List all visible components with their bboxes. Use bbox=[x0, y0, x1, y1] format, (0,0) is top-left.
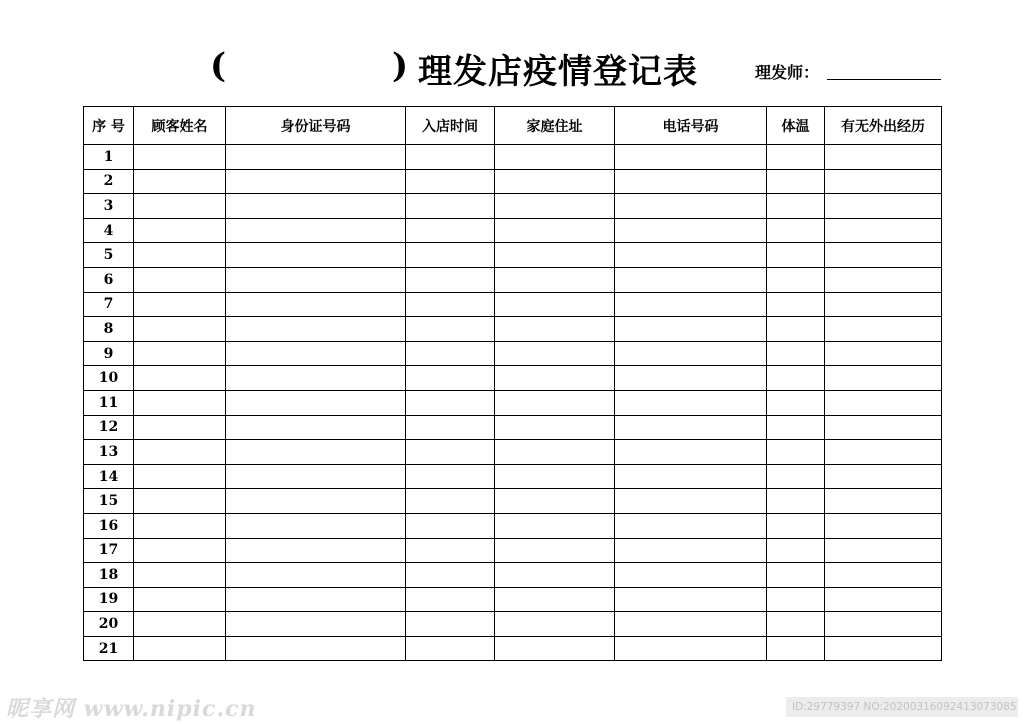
entry-time-cell[interactable] bbox=[406, 538, 495, 563]
customer-name-cell[interactable] bbox=[134, 563, 226, 588]
table-row bbox=[84, 563, 942, 588]
phone-cell[interactable] bbox=[615, 292, 767, 317]
table-row bbox=[84, 636, 942, 661]
temperature-cell[interactable] bbox=[767, 513, 825, 538]
row-number: 19 bbox=[84, 587, 134, 612]
row-number: 11 bbox=[84, 390, 134, 415]
temperature-cell[interactable] bbox=[767, 489, 825, 514]
phone-cell[interactable] bbox=[615, 390, 767, 415]
customer-name-cell[interactable] bbox=[134, 145, 226, 170]
home-address-cell[interactable] bbox=[495, 390, 615, 415]
table-row bbox=[84, 292, 942, 317]
travel-history-cell[interactable] bbox=[825, 341, 942, 366]
home-address-cell[interactable] bbox=[495, 194, 615, 219]
table-row bbox=[84, 169, 942, 194]
id-number-cell[interactable] bbox=[226, 513, 406, 538]
phone-cell[interactable] bbox=[615, 612, 767, 637]
table-row bbox=[84, 145, 942, 170]
home-address-cell[interactable] bbox=[495, 267, 615, 292]
table-row bbox=[84, 194, 942, 219]
table-row bbox=[84, 464, 942, 489]
travel-history-cell[interactable] bbox=[825, 145, 942, 170]
row-number: 8 bbox=[84, 317, 134, 342]
home-address-cell[interactable] bbox=[495, 440, 615, 465]
page-title: 理发店疫情登记表 bbox=[418, 52, 698, 92]
id-number-cell[interactable] bbox=[226, 464, 406, 489]
id-number-cell[interactable] bbox=[226, 415, 406, 440]
customer-name-cell[interactable] bbox=[134, 341, 226, 366]
entry-time-cell[interactable] bbox=[406, 267, 495, 292]
row-number: 21 bbox=[84, 636, 134, 661]
row-number: 7 bbox=[84, 292, 134, 317]
temperature-cell[interactable] bbox=[767, 563, 825, 588]
travel-history-cell[interactable] bbox=[825, 267, 942, 292]
shop-name-paren-open: ( bbox=[210, 46, 227, 86]
customer-name-cell[interactable] bbox=[134, 612, 226, 637]
phone-cell[interactable] bbox=[615, 267, 767, 292]
home-address-cell[interactable] bbox=[495, 538, 615, 563]
table-row bbox=[84, 587, 942, 612]
phone-cell[interactable] bbox=[615, 513, 767, 538]
id-number-cell[interactable] bbox=[226, 563, 406, 588]
phone-cell[interactable] bbox=[615, 243, 767, 268]
phone-cell[interactable] bbox=[615, 145, 767, 170]
phone-cell[interactable] bbox=[615, 366, 767, 391]
travel-history-cell[interactable] bbox=[825, 612, 942, 637]
column-header-home-address: 家庭住址 bbox=[495, 107, 615, 145]
customer-name-cell[interactable] bbox=[134, 440, 226, 465]
entry-time-cell[interactable] bbox=[406, 513, 495, 538]
column-header-entry-time: 入店时间 bbox=[406, 107, 495, 145]
row-number: 14 bbox=[84, 464, 134, 489]
phone-cell[interactable] bbox=[615, 440, 767, 465]
row-number: 10 bbox=[84, 366, 134, 391]
temperature-cell[interactable] bbox=[767, 243, 825, 268]
id-number-cell[interactable] bbox=[226, 194, 406, 219]
entry-time-cell[interactable] bbox=[406, 563, 495, 588]
row-number: 6 bbox=[84, 267, 134, 292]
entry-time-cell[interactable] bbox=[406, 341, 495, 366]
temperature-cell[interactable] bbox=[767, 464, 825, 489]
entry-time-cell[interactable] bbox=[406, 169, 495, 194]
temperature-cell[interactable] bbox=[767, 440, 825, 465]
id-number-cell[interactable] bbox=[226, 341, 406, 366]
entry-time-cell[interactable] bbox=[406, 243, 495, 268]
id-number-cell[interactable] bbox=[226, 390, 406, 415]
phone-cell[interactable] bbox=[615, 169, 767, 194]
entry-time-cell[interactable] bbox=[406, 218, 495, 243]
table-row bbox=[84, 440, 942, 465]
column-header-index: 序 号 bbox=[84, 107, 134, 145]
home-address-cell[interactable] bbox=[495, 218, 615, 243]
row-number: 3 bbox=[84, 194, 134, 219]
entry-time-cell[interactable] bbox=[406, 440, 495, 465]
temperature-cell[interactable] bbox=[767, 145, 825, 170]
row-number: 5 bbox=[84, 243, 134, 268]
id-number-cell[interactable] bbox=[226, 292, 406, 317]
row-number: 12 bbox=[84, 415, 134, 440]
temperature-cell[interactable] bbox=[767, 169, 825, 194]
row-number: 17 bbox=[84, 538, 134, 563]
customer-name-cell[interactable] bbox=[134, 267, 226, 292]
temperature-cell[interactable] bbox=[767, 612, 825, 637]
phone-cell[interactable] bbox=[615, 636, 767, 661]
home-address-cell[interactable] bbox=[495, 317, 615, 342]
home-address-cell[interactable] bbox=[495, 243, 615, 268]
travel-history-cell[interactable] bbox=[825, 587, 942, 612]
table-row bbox=[84, 513, 942, 538]
travel-history-cell[interactable] bbox=[825, 169, 942, 194]
id-number-cell[interactable] bbox=[226, 267, 406, 292]
customer-name-cell[interactable] bbox=[134, 366, 226, 391]
customer-name-cell[interactable] bbox=[134, 587, 226, 612]
column-header-travel-history: 有无外出经历 bbox=[825, 107, 942, 145]
customer-name-cell[interactable] bbox=[134, 415, 226, 440]
temperature-cell[interactable] bbox=[767, 194, 825, 219]
travel-history-cell[interactable] bbox=[825, 292, 942, 317]
home-address-cell[interactable] bbox=[495, 513, 615, 538]
temperature-cell[interactable] bbox=[767, 267, 825, 292]
temperature-cell[interactable] bbox=[767, 292, 825, 317]
customer-name-cell[interactable] bbox=[134, 513, 226, 538]
column-header-temperature: 体温 bbox=[767, 107, 825, 145]
customer-name-cell[interactable] bbox=[134, 292, 226, 317]
entry-time-cell[interactable] bbox=[406, 636, 495, 661]
home-address-cell[interactable] bbox=[495, 636, 615, 661]
row-number: 9 bbox=[84, 341, 134, 366]
row-number: 13 bbox=[84, 440, 134, 465]
table-row bbox=[84, 218, 942, 243]
home-address-cell[interactable] bbox=[495, 489, 615, 514]
customer-name-cell[interactable] bbox=[134, 243, 226, 268]
phone-cell[interactable] bbox=[615, 415, 767, 440]
phone-cell[interactable] bbox=[615, 563, 767, 588]
id-number-cell[interactable] bbox=[226, 440, 406, 465]
id-number-cell[interactable] bbox=[226, 612, 406, 637]
id-number-cell[interactable] bbox=[226, 636, 406, 661]
home-address-cell[interactable] bbox=[495, 464, 615, 489]
table-row bbox=[84, 390, 942, 415]
row-number: 16 bbox=[84, 513, 134, 538]
table-row bbox=[84, 366, 942, 391]
row-number: 18 bbox=[84, 563, 134, 588]
home-address-cell[interactable] bbox=[495, 292, 615, 317]
table-row bbox=[84, 341, 942, 366]
customer-name-cell[interactable] bbox=[134, 194, 226, 219]
row-number: 4 bbox=[84, 218, 134, 243]
barber-label: 理发师： bbox=[755, 63, 820, 82]
entry-time-cell[interactable] bbox=[406, 194, 495, 219]
phone-cell[interactable] bbox=[615, 218, 767, 243]
registration-table bbox=[83, 106, 942, 661]
travel-history-cell[interactable] bbox=[825, 243, 942, 268]
phone-cell[interactable] bbox=[615, 489, 767, 514]
customer-name-cell[interactable] bbox=[134, 538, 226, 563]
travel-history-cell[interactable] bbox=[825, 194, 942, 219]
entry-time-cell[interactable] bbox=[406, 292, 495, 317]
table-header-row bbox=[84, 107, 942, 145]
row-number: 2 bbox=[84, 169, 134, 194]
entry-time-cell[interactable] bbox=[406, 587, 495, 612]
column-header-customer-name: 顾客姓名 bbox=[134, 107, 226, 145]
entry-time-cell[interactable] bbox=[406, 415, 495, 440]
row-number: 15 bbox=[84, 489, 134, 514]
travel-history-cell[interactable] bbox=[825, 636, 942, 661]
phone-cell[interactable] bbox=[615, 341, 767, 366]
barber-signature-line bbox=[827, 79, 941, 80]
travel-history-cell[interactable] bbox=[825, 563, 942, 588]
row-number: 20 bbox=[84, 612, 134, 637]
entry-time-cell[interactable] bbox=[406, 612, 495, 637]
home-address-cell[interactable] bbox=[495, 612, 615, 637]
id-number-cell[interactable] bbox=[226, 489, 406, 514]
title-area bbox=[0, 40, 1024, 92]
id-number-cell[interactable] bbox=[226, 366, 406, 391]
entry-time-cell[interactable] bbox=[406, 366, 495, 391]
column-header-phone: 电话号码 bbox=[615, 107, 767, 145]
row-number: 1 bbox=[84, 145, 134, 170]
travel-history-cell[interactable] bbox=[825, 440, 942, 465]
home-address-cell[interactable] bbox=[495, 563, 615, 588]
entry-time-cell[interactable] bbox=[406, 145, 495, 170]
temperature-cell[interactable] bbox=[767, 636, 825, 661]
table-row bbox=[84, 538, 942, 563]
travel-history-cell[interactable] bbox=[825, 489, 942, 514]
phone-cell[interactable] bbox=[615, 587, 767, 612]
home-address-cell[interactable] bbox=[495, 145, 615, 170]
entry-time-cell[interactable] bbox=[406, 489, 495, 514]
temperature-cell[interactable] bbox=[767, 587, 825, 612]
customer-name-cell[interactable] bbox=[134, 464, 226, 489]
home-address-cell[interactable] bbox=[495, 366, 615, 391]
travel-history-cell[interactable] bbox=[825, 415, 942, 440]
shop-name-paren-close: ) bbox=[392, 46, 409, 86]
customer-name-cell[interactable] bbox=[134, 218, 226, 243]
home-address-cell[interactable] bbox=[495, 415, 615, 440]
id-number-cell[interactable] bbox=[226, 145, 406, 170]
watermark-id: ID:29779397 NO:20200316092413073085 bbox=[786, 697, 1018, 717]
home-address-cell[interactable] bbox=[495, 169, 615, 194]
customer-name-cell[interactable] bbox=[134, 489, 226, 514]
phone-cell[interactable] bbox=[615, 538, 767, 563]
temperature-cell[interactable] bbox=[767, 341, 825, 366]
temperature-cell[interactable] bbox=[767, 366, 825, 391]
customer-name-cell[interactable] bbox=[134, 390, 226, 415]
entry-time-cell[interactable] bbox=[406, 390, 495, 415]
entry-time-cell[interactable] bbox=[406, 317, 495, 342]
entry-time-cell[interactable] bbox=[406, 464, 495, 489]
travel-history-cell[interactable] bbox=[825, 538, 942, 563]
phone-cell[interactable] bbox=[615, 317, 767, 342]
id-number-cell[interactable] bbox=[226, 587, 406, 612]
id-number-cell[interactable] bbox=[226, 243, 406, 268]
id-number-cell[interactable] bbox=[226, 169, 406, 194]
customer-name-cell[interactable] bbox=[134, 169, 226, 194]
travel-history-cell[interactable] bbox=[825, 366, 942, 391]
table-row bbox=[84, 243, 942, 268]
travel-history-cell[interactable] bbox=[825, 513, 942, 538]
travel-history-cell[interactable] bbox=[825, 317, 942, 342]
table-body bbox=[84, 145, 942, 661]
home-address-cell[interactable] bbox=[495, 587, 615, 612]
temperature-cell[interactable] bbox=[767, 390, 825, 415]
id-number-cell[interactable] bbox=[226, 317, 406, 342]
travel-history-cell[interactable] bbox=[825, 390, 942, 415]
phone-cell[interactable] bbox=[615, 194, 767, 219]
watermark-site: 昵享网 www.nipic.cn bbox=[6, 696, 257, 722]
table-row bbox=[84, 415, 942, 440]
column-header-id-number: 身份证号码 bbox=[226, 107, 406, 145]
customer-name-cell[interactable] bbox=[134, 317, 226, 342]
phone-cell[interactable] bbox=[615, 464, 767, 489]
id-number-cell[interactable] bbox=[226, 218, 406, 243]
temperature-cell[interactable] bbox=[767, 415, 825, 440]
temperature-cell[interactable] bbox=[767, 317, 825, 342]
travel-history-cell[interactable] bbox=[825, 464, 942, 489]
table-row bbox=[84, 317, 942, 342]
table-row bbox=[84, 612, 942, 637]
table-row bbox=[84, 267, 942, 292]
id-number-cell[interactable] bbox=[226, 538, 406, 563]
home-address-cell[interactable] bbox=[495, 341, 615, 366]
temperature-cell[interactable] bbox=[767, 218, 825, 243]
travel-history-cell[interactable] bbox=[825, 218, 942, 243]
customer-name-cell[interactable] bbox=[134, 636, 226, 661]
temperature-cell[interactable] bbox=[767, 538, 825, 563]
table-row bbox=[84, 489, 942, 514]
